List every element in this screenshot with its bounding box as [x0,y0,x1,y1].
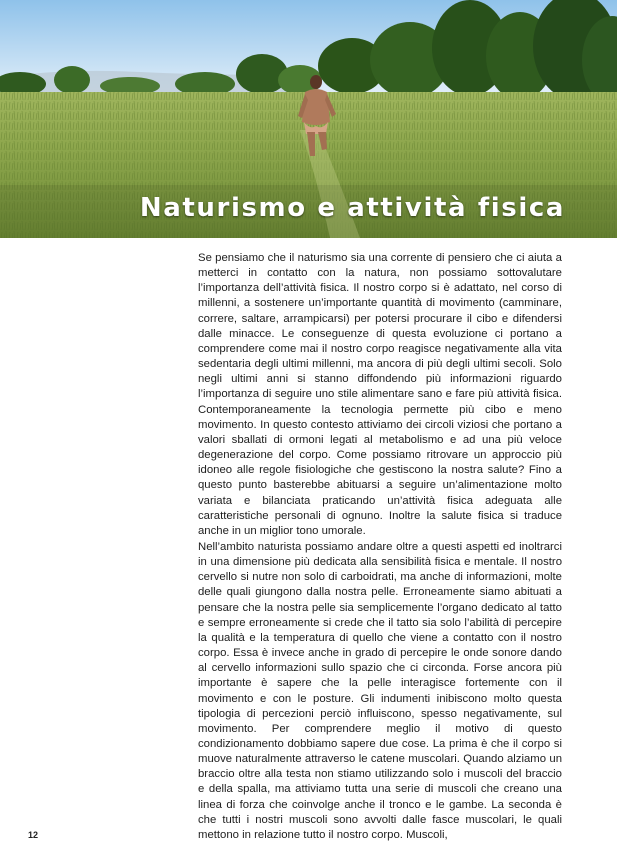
page-number: 12 [28,830,39,840]
article-paragraph: Nell’ambito naturista possiamo andare oltre a questi aspetti ed inoltrarci in una dimensione più dedicata alla sensibilità fisica e mentale. Il nostro cervello si nutre non solo di carboidrati, ma anche di informazioni, molte delle quali giungono dalla nostra pelle. Erroneamente siamo abituati a pensare che la nostra pelle sia semplicemente l’organo dedicato al tatto e sempre erroneamente si crede che il tatto sia solo l’abilità di percepire la qualità e la temperatura di quello che viene a contatto con il nostro corpo. Essa è invece anche in grado di percepire le onde sonore dando al cervello informazioni sullo spazio che ci circonda. Forse ancora più importante è sapere che la pelle interagisce fortemente con il movimento e con le posture. Gli indumenti inibiscono molto questa tipologia di percezioni perciò influiscono, spesso negativamente, sul movimento. Per comprendere meglio il motivo di questo condizionamento dobbiamo sapere due cose. La prima è che il corpo si muove naturalmente attraverso le catene muscolari. Quando alziamo un braccio oltre alla testa non stiamo utilizzando solo i muscoli del braccio e della spalla, ma attiviamo tutta una serie di muscoli che creano una linea di forza che coinvolge anche il tronco e le gambe. La seconda è che tutti i nostri muscoli sono avvolti dalle fasce muscolari, le quali mettono in relazione tutto il nostro corpo. Muscoli, [198,540,562,841]
article-body [198,251,562,844]
article-paragraph: Se pensiamo che il naturismo sia una corrente di pensiero che ci aiuta a metterci in contatto con la natura, non possiamo sottovalutare l’importanza dell’attività fisica. Il nostro corpo si è adattato, nel corso di millenni, a sostenere un’importante quantità di movimento (camminare, correre, saltare, arrampicarsi) per potersi procurare il cibo e difendersi dalle minacce. Le conseguenze di questa evoluzione ci portano a comprendere come mai il nostro corpo reagisce negativamente alla vita sedentaria degli ultimi millenni, ma ancora di più degli ultimi secoli. Solo negli ultimi anni si stanno diffondendo più informazioni riguardo l’importanza di seguire uno stile alimentare sano e fare più attività fisica. Contemporaneamente la tecnologia permette più cibo e meno movimento. In questo contesto attiviamo dei circoli viziosi che portano a valori sballati di ormoni legati al metabolismo e ad una più veloce degenerazione del corpo. Come possiamo ritrovare un approccio più idoneo alle regole fisiologiche che gestiscono la nostra salute? Fino a questo punto basterebbe abituarsi a seguire un’alimentazione molto variata e bilanciata praticando un’attività fisica adeguata alle caratteristiche personali di ognuno. Inoltre la salute fisica si traduce anche in un miglior tono umorale. [198,252,562,537]
page-title: Naturismo e attività fisica [139,193,565,223]
